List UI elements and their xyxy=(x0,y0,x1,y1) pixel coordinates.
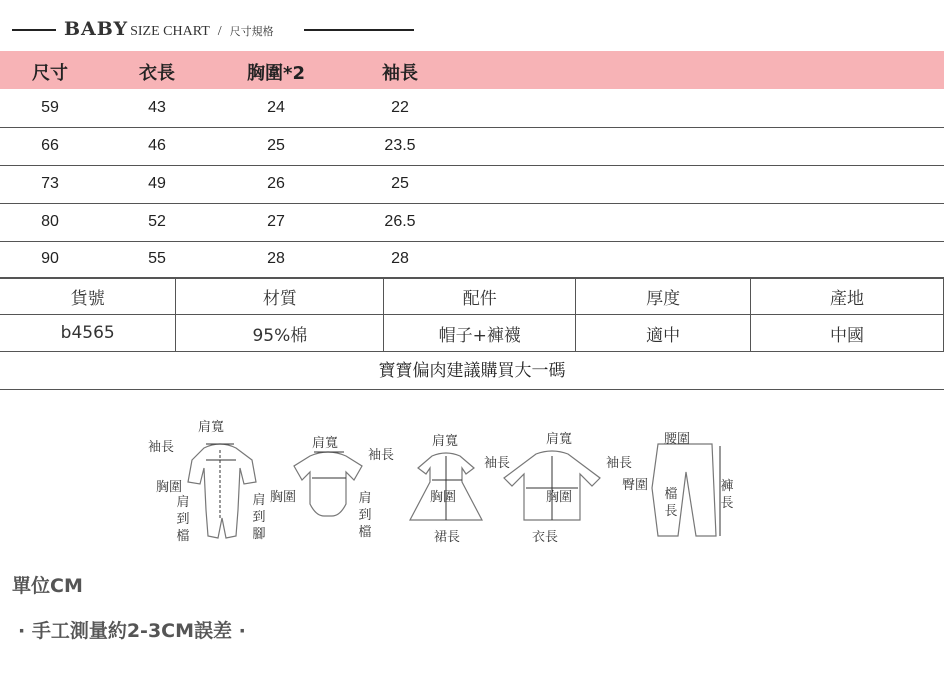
top-sleeve-left-label: 袖長 xyxy=(484,456,511,471)
title-chinese: 尺寸規格 xyxy=(229,25,274,38)
cell-size: 66 xyxy=(41,137,59,154)
title-text xyxy=(64,18,274,40)
romper-chest-label: 胸圍 xyxy=(156,480,183,495)
info-header-thickness: 厚度 xyxy=(576,278,751,315)
measurement-error-note: · 手工測量約2-3CM誤差 · xyxy=(18,620,246,642)
title-subtitle: SIZE CHART xyxy=(130,24,210,39)
bodysuit-outline xyxy=(294,452,362,516)
product-info-table xyxy=(0,277,944,352)
cell-length: 55 xyxy=(148,250,166,267)
top-chest-label: 胸圍 xyxy=(546,490,573,505)
cell-length: 46 xyxy=(148,137,166,154)
info-header-origin: 產地 xyxy=(751,278,944,315)
pants-length-label: 褲長 xyxy=(720,479,734,511)
dress-skirt-length-label: 裙長 xyxy=(434,530,461,545)
romper-sleeve-label: 袖長 xyxy=(148,440,175,455)
info-origin: 中國 xyxy=(751,315,944,352)
size-advice-note: 寶寶偏肉建議購買大一碼 xyxy=(0,353,944,390)
info-material: 95%棉 xyxy=(176,315,384,352)
title-rule-right xyxy=(304,29,414,31)
size-chart-title xyxy=(12,18,432,42)
bodysuit-shoulder-crotch-label: 肩到檔 xyxy=(358,491,372,540)
cell-sleeve: 28 xyxy=(391,250,409,267)
bodysuit-chest-label: 胸圍 xyxy=(270,490,297,505)
cell-length: 49 xyxy=(148,175,166,192)
info-item-no: b4565 xyxy=(0,315,176,352)
table-row xyxy=(0,203,944,242)
header-chest: 胸圍*2 xyxy=(247,63,305,84)
pants-hip-label: 臀圍 xyxy=(622,478,649,493)
info-header-accessories: 配件 xyxy=(384,278,576,315)
size-table-header xyxy=(0,51,944,89)
info-header-item-no: 貨號 xyxy=(0,278,176,315)
header-sleeve: 袖長 xyxy=(382,63,418,84)
cell-sleeve: 23.5 xyxy=(384,137,416,154)
info-header-material: 材質 xyxy=(176,278,384,315)
cell-sleeve: 25 xyxy=(391,175,409,192)
info-thickness: 適中 xyxy=(576,315,751,352)
dress-shoulder-label: 肩寬 xyxy=(432,434,459,449)
info-accessories: 帽子+褲襪 xyxy=(384,315,576,352)
header-length: 衣長 xyxy=(139,63,175,84)
pants-waist-label: 腰圍 xyxy=(664,432,691,447)
cell-chest: 27 xyxy=(267,213,285,230)
bodysuit-shoulder-label: 肩寬 xyxy=(312,436,339,451)
romper-shoulder-label: 肩寬 xyxy=(198,420,225,435)
cell-length: 43 xyxy=(148,99,166,116)
cell-chest: 26 xyxy=(267,175,285,192)
cell-chest: 25 xyxy=(267,137,285,154)
cell-length: 52 xyxy=(148,213,166,230)
cell-size: 90 xyxy=(41,250,59,267)
title-separator: / xyxy=(217,24,222,39)
cell-sleeve: 22 xyxy=(391,99,409,116)
cell-size: 73 xyxy=(41,175,59,192)
table-row xyxy=(0,127,944,166)
cell-size: 80 xyxy=(41,213,59,230)
romper-shoulder-foot-label: 肩到腳 xyxy=(252,493,266,542)
top-sleeve-right-label: 袖長 xyxy=(606,456,633,471)
cell-chest: 24 xyxy=(267,99,285,116)
measurement-diagrams xyxy=(140,408,740,558)
info-value-row xyxy=(0,315,944,352)
table-row xyxy=(0,240,944,279)
romper-outline xyxy=(188,444,256,538)
table-row xyxy=(0,89,944,128)
dress-chest-label: 胸圍 xyxy=(430,490,457,505)
pants-rise-label: 檔長 xyxy=(664,487,678,519)
top-length-label: 衣長 xyxy=(532,530,559,545)
unit-label: 單位CM xyxy=(12,575,83,597)
top-shoulder-label: 肩寬 xyxy=(546,432,573,447)
cell-size: 59 xyxy=(41,99,59,116)
romper-shoulder-crotch-label: 肩到檔 xyxy=(176,495,190,544)
pants-outline xyxy=(652,444,716,536)
title-rule-left xyxy=(12,29,56,31)
bodysuit-sleeve-label: 袖長 xyxy=(368,448,395,463)
table-row xyxy=(0,165,944,204)
cell-sleeve: 26.5 xyxy=(384,213,416,230)
title-brand: BABY xyxy=(64,18,129,40)
info-header-row xyxy=(0,278,944,315)
header-size: 尺寸 xyxy=(32,63,68,84)
cell-chest: 28 xyxy=(267,250,285,267)
